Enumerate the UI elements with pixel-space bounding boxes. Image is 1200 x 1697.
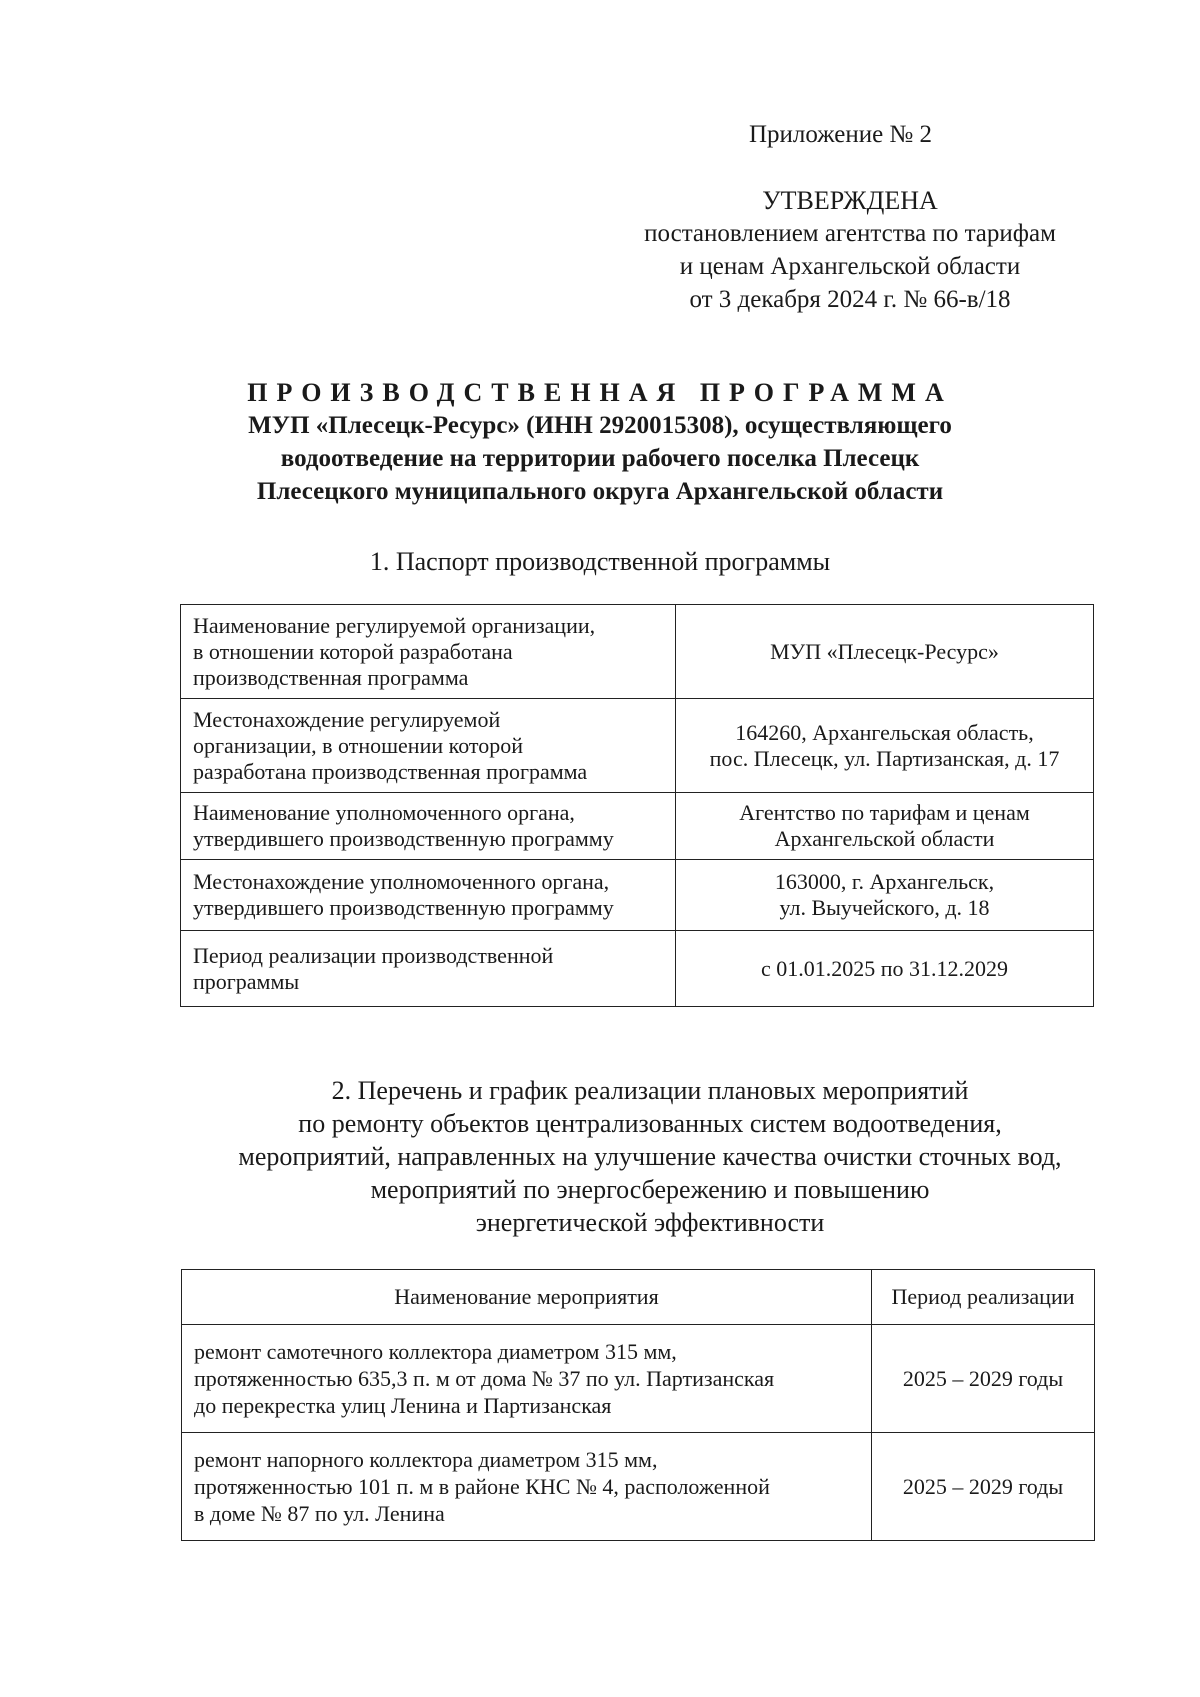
approval-block — [600, 184, 1100, 316]
passport-table — [180, 604, 1094, 1007]
program-title-line: МУП «Плесецк-Ресурс» (ИНН 2920015308), осуществляющего — [248, 412, 952, 439]
activity-name: ремонт напорного коллектора диаметром 315 мм, протяженностью 101 п. м в районе КНС № 4, расположенной в доме № 87 по ул. Ленина — [182, 1433, 872, 1541]
program-title-line: Плесецкого муниципального округа Архангельской области — [256, 478, 944, 505]
program-heading: ПРОИЗВОДСТВЕННАЯ ПРОГРАММА — [247, 378, 953, 407]
passport-label: Местонахождение регулируемой организации, в отношении которой разработана производственная программа — [181, 699, 676, 793]
passport-label: Период реализации производственной программы — [181, 931, 676, 1007]
activity-name: ремонт самотечного коллектора диаметром 315 мм, протяженностью 635,3 п. м от дома № 37 по ул. Партизанская до перекрестка улиц Ленина и Партизанская — [182, 1325, 872, 1433]
table-row — [182, 1325, 1095, 1433]
table-row — [181, 860, 1094, 931]
appendix-number: Приложение № 2 — [749, 121, 933, 148]
passport-label: Местонахождение уполномоченного органа, утвердившего производственную программу — [181, 860, 676, 931]
approval-line: постановлением агентства по тарифам — [644, 220, 1056, 247]
passport-value: МУП «Плесецк-Ресурс» — [676, 605, 1094, 699]
passport-value: Агентство по тарифам и ценам Архангельской области — [676, 793, 1094, 860]
passport-value: 164260, Архангельская область, пос. Плесецк, ул. Партизанская, д. 17 — [676, 699, 1094, 793]
section-2-title — [180, 1074, 1120, 1239]
program-title-line: водоотведение на территории рабочего поселка Плесецк — [280, 445, 920, 472]
passport-label: Наименование уполномоченного органа, утвердившего производственную программу — [181, 793, 676, 860]
table-row — [181, 793, 1094, 860]
activity-period: 2025 – 2029 годы — [872, 1433, 1095, 1541]
table-row — [182, 1433, 1095, 1541]
column-header-activity: Наименование мероприятия — [182, 1270, 872, 1325]
column-header-period: Период реализации — [872, 1270, 1095, 1325]
section-1-title: 1. Паспорт производственной программы — [369, 547, 831, 576]
section-2-title-line: 2. Перечень и график реализации плановых мероприятий — [331, 1076, 969, 1105]
section-2-title-line: мероприятий по энергосбережению и повышению — [370, 1175, 930, 1204]
passport-value: с 01.01.2025 по 31.12.2029 — [676, 931, 1094, 1007]
activity-period: 2025 – 2029 годы — [872, 1325, 1095, 1433]
table-row — [181, 931, 1094, 1007]
program-title — [150, 376, 1050, 508]
approval-line: и ценам Архангельской области — [679, 253, 1021, 280]
approval-line: от 3 декабря 2024 г. № 66-в/18 — [689, 286, 1011, 313]
section-2-title-line: по ремонту объектов централизованных систем водоотведения, — [298, 1109, 1002, 1138]
approval-heading: УТВЕРЖДЕНА — [762, 186, 938, 215]
table-header-row — [182, 1270, 1095, 1325]
activities-table — [181, 1269, 1095, 1541]
table-row — [181, 605, 1094, 699]
passport-value: 163000, г. Архангельск, ул. Выучейского, д. 18 — [676, 860, 1094, 931]
table-row — [181, 699, 1094, 793]
section-2-title-line: энергетической эффективности — [475, 1208, 825, 1237]
section-2-title-line: мероприятий, направленных на улучшение качества очистки сточных вод, — [238, 1142, 1062, 1171]
passport-label: Наименование регулируемой организации, в отношении которой разработана производственная программа — [181, 605, 676, 699]
